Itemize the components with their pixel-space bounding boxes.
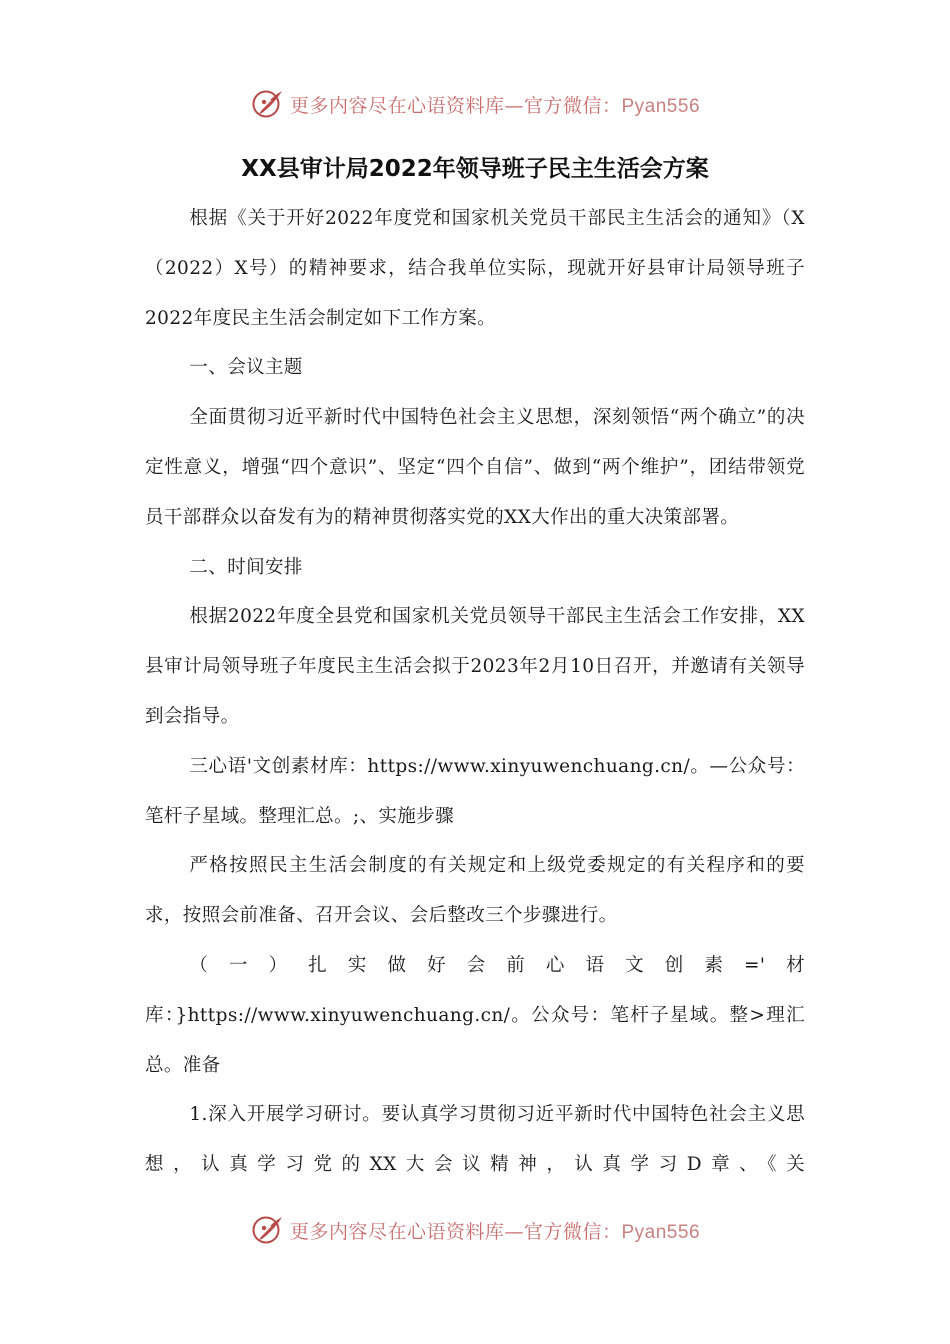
quill-logo-icon (250, 86, 286, 122)
wechat-id: Pyan556 (621, 1221, 701, 1243)
wechat-id: Pyan556 (621, 95, 701, 117)
section-heading-steps: 三心语'文创素材库：https://www.xinyuwenchuang.cn/。—公众号：笔杆子星域。整理汇总。;、实施步骤 (145, 755, 805, 827)
paragraph-theme: 全面贯彻习近平新时代中国特色社会主义思想，深刻领悟“两个确立”的决定性意义，增强“四个意识”、坚定“四个自信”、做到“两个维护”，团结带领党员干部群众以奋发有为的精神贯彻落实党的XX大作出的重大决策部署。 (145, 407, 805, 528)
subsection-heading-preparation: （一）扎实做好会前心语文创素='材库：}https://www.xinyuwenchuang.cn/。公众号：笔杆子星域。整>理汇总。准备 (145, 954, 805, 1076)
paragraph-schedule: 根据2022年度全县党和国家机关党员领导干部民主生活会工作安排，XX县审计局领导班子年度民主生活会拟于2023年2月10日召开，并邀请有关领导到会指导。 (145, 606, 805, 727)
paragraph-steps: 严格按照民主生活会制度的有关规定和上级党委规定的有关程序和的要求，按照会前准备、召开会议、会后整改三个步骤进行。 (145, 855, 805, 927)
section-heading-theme: 一、会议主题 (189, 357, 303, 379)
banner-text: 更多内容尽在心语资料库—官方微信：Pyan556 (289, 94, 701, 117)
banner-text: 更多内容尽在心语资料库—官方微信：Pyan556 (289, 1220, 701, 1243)
quill-logo-icon (250, 1212, 286, 1248)
document-body (145, 194, 805, 1190)
footer-watermark-banner (0, 1208, 950, 1252)
paragraph-intro: 根据《关于开好2022年度党和国家机关党员干部民主生活会的通知》（X（2022）X号）的精神要求，结合我单位实际，现就开好县审计局领导班子2022年度民主生活会制定如下工作方案。 (145, 208, 805, 329)
document-title: XX县审计局2022年领导班子民主生活会方案 (241, 156, 709, 182)
header-watermark-banner (0, 82, 950, 126)
paragraph-study: 1.深入开展学习研讨。要认真学习贯彻习近平新时代中国特色社会主义思想，认真学习党的XX大会议精神，认真学习D章、《关 (145, 1104, 805, 1176)
section-heading-schedule: 二、时间安排 (189, 556, 303, 578)
